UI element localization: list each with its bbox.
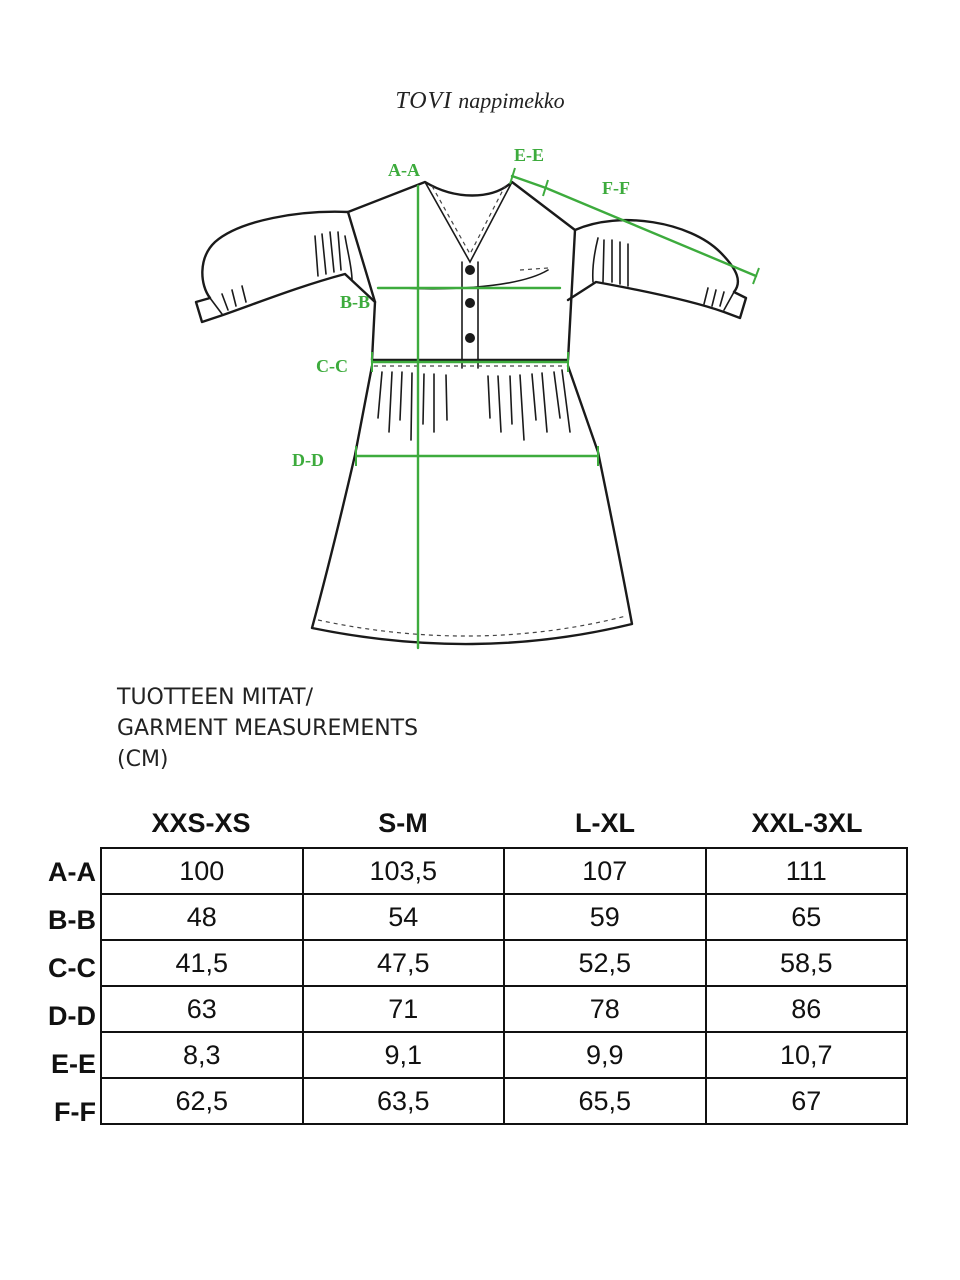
table-cell: 8,3 xyxy=(101,1032,303,1078)
model-name: nappimekko xyxy=(458,88,565,113)
table-cell: 65 xyxy=(706,894,908,940)
label-f-f: F-F xyxy=(602,178,630,198)
size-header-row xyxy=(100,808,908,839)
table-cell: 86 xyxy=(706,986,908,1032)
table-cell: 71 xyxy=(303,986,505,1032)
product-title xyxy=(0,88,960,115)
row-label: E-E xyxy=(50,1049,96,1079)
table-cell: 62,5 xyxy=(101,1078,303,1124)
row-label: D-D xyxy=(48,1001,96,1031)
measurement-lines xyxy=(356,168,759,648)
table-cell: 54 xyxy=(303,894,505,940)
button-3 xyxy=(465,333,475,343)
row-label: C-C xyxy=(48,953,96,983)
size-header: S-M xyxy=(378,808,428,838)
label-d-d: D-D xyxy=(292,450,324,470)
heading-line-1: TUOTTEEN MITAT/ xyxy=(117,685,313,710)
table-cell: 65,5 xyxy=(504,1078,706,1124)
table-cell: 9,1 xyxy=(303,1032,505,1078)
button-1 xyxy=(465,265,475,275)
table-row xyxy=(101,986,907,1032)
table-cell: 58,5 xyxy=(706,940,908,986)
table-cell: 52,5 xyxy=(504,940,706,986)
skirt xyxy=(312,366,632,644)
measurements-table xyxy=(100,847,908,1125)
measurements-heading xyxy=(117,682,418,775)
row-label: A-A xyxy=(48,857,96,887)
table-cell: 47,5 xyxy=(303,940,505,986)
dress-technical-sketch xyxy=(0,130,960,670)
row-labels xyxy=(30,848,96,1136)
button-2 xyxy=(465,298,475,308)
table-cell: 100 xyxy=(101,848,303,894)
heading-line-2: GARMENT MEASUREMENTS xyxy=(117,716,419,741)
measure-line-f xyxy=(546,188,756,276)
table-row xyxy=(101,894,907,940)
table-cell: 67 xyxy=(706,1078,908,1124)
table-cell: 103,5 xyxy=(303,848,505,894)
label-c-c: C-C xyxy=(316,356,348,376)
bodice xyxy=(348,182,575,368)
table-row xyxy=(101,940,907,986)
table-cell: 107 xyxy=(504,848,706,894)
brand-name: TOVI xyxy=(395,88,453,114)
table-row xyxy=(101,848,907,894)
table-cell: 111 xyxy=(706,848,908,894)
size-header: L-XL xyxy=(575,808,635,838)
table-cell: 48 xyxy=(101,894,303,940)
table-cell: 9,9 xyxy=(504,1032,706,1078)
label-a-a: A-A xyxy=(388,160,420,180)
table-cell: 78 xyxy=(504,986,706,1032)
table-cell: 10,7 xyxy=(706,1032,908,1078)
label-e-e: E-E xyxy=(514,145,545,165)
size-header: XXS-XS xyxy=(151,808,251,838)
table-cell: 41,5 xyxy=(101,940,303,986)
row-label: F-F xyxy=(54,1097,96,1127)
table-row xyxy=(101,1078,907,1124)
size-header: XXL-3XL xyxy=(751,808,863,838)
table-cell: 63,5 xyxy=(303,1078,505,1124)
table-cell: 63 xyxy=(101,986,303,1032)
table-row xyxy=(101,1032,907,1078)
heading-line-3: (CM) xyxy=(117,747,169,772)
table-cell: 59 xyxy=(504,894,706,940)
row-label: B-B xyxy=(48,905,96,935)
label-b-b: B-B xyxy=(340,292,371,312)
